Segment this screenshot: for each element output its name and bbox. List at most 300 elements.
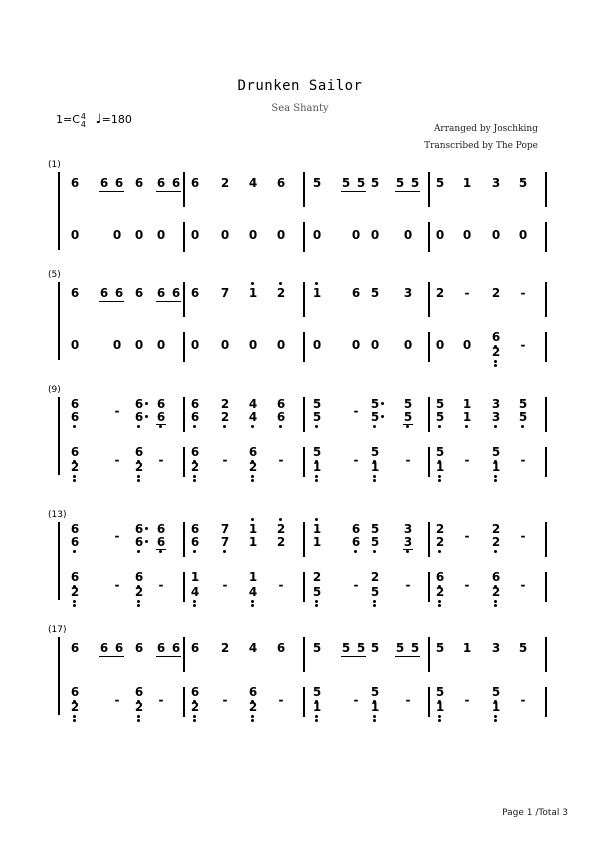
jianpu-note: [515, 453, 531, 467]
note-digit: 6: [190, 286, 200, 300]
jianpu-note: [217, 641, 233, 655]
octave-dot-below: [251, 604, 254, 607]
note-digit: 1: [190, 570, 200, 584]
note-digit: 3: [403, 522, 413, 536]
jianpu-note: [432, 445, 448, 459]
jianpu-note: [153, 641, 169, 655]
jianpu-note: [153, 286, 169, 300]
jianpu-note: [245, 460, 261, 474]
octave-dot-below: [494, 550, 497, 553]
octave-dot-below: [438, 604, 441, 607]
jianpu-note: [400, 535, 416, 549]
jianpu-note: [131, 585, 147, 599]
note-digit: 2: [277, 286, 285, 300]
octave-dot-below: [315, 425, 318, 428]
note-digit: -: [353, 404, 359, 418]
bar-line: [303, 397, 305, 432]
bar-line: [303, 447, 305, 477]
octave-dot-below: [73, 479, 76, 482]
jianpu-note: [400, 397, 416, 411]
note-digit: -: [520, 286, 526, 300]
bar-line: [545, 687, 547, 717]
octave-dot-below: [373, 719, 376, 722]
jianpu-note: [187, 176, 203, 190]
jianpu-note: [309, 585, 325, 599]
jianpu-note: [67, 286, 83, 300]
tempo-value: =180: [101, 113, 132, 126]
bar-line: [303, 572, 305, 602]
jianpu-note: [488, 228, 504, 242]
jianpu-note: [407, 641, 423, 655]
note-digit: -: [278, 453, 284, 467]
note-digit: 6: [71, 570, 79, 584]
note-digit: -: [222, 453, 228, 467]
octave-dot-below: [373, 600, 376, 603]
note-digit: 3: [491, 397, 501, 411]
jianpu-note: [309, 176, 325, 190]
note-digit: 6: [276, 176, 286, 190]
note-digit: 5: [410, 641, 420, 655]
jianpu-note: [488, 410, 504, 424]
jianpu-note: [217, 228, 233, 242]
jianpu-note: [187, 410, 203, 424]
jianpu-note: [459, 641, 475, 655]
note-digit: 2: [221, 410, 229, 424]
note-digit: 6: [134, 641, 144, 655]
note-digit: -: [222, 693, 228, 707]
octave-dot-below: [406, 425, 409, 428]
note-digit: 0: [403, 228, 413, 242]
jianpu-note: [273, 641, 289, 655]
note-digit: -: [278, 578, 284, 592]
bar-line: [183, 572, 185, 602]
octave-dot-above: [251, 518, 254, 521]
note-digit: -: [405, 453, 411, 467]
jianpu-note: [109, 578, 125, 592]
jianpu-note: [187, 460, 203, 474]
note-digit: 6: [99, 286, 109, 300]
octave-dot-below: [251, 475, 254, 478]
system-line: [58, 522, 60, 600]
octave-dot-below: [193, 719, 196, 722]
jianpu-note: [67, 535, 83, 549]
note-digit: 5: [356, 176, 366, 190]
bar-line: [303, 222, 305, 252]
octave-dot-below: [73, 550, 76, 553]
octave-dot-below: [193, 550, 196, 553]
jianpu-note: [187, 228, 203, 242]
transcriber-credit: Transcribed by The Pope: [424, 141, 538, 151]
jianpu-note: [67, 685, 83, 699]
octave-dot-below: [73, 719, 76, 722]
note-digit: 0: [462, 228, 472, 242]
jianpu-note: [515, 228, 531, 242]
note-digit: 0: [220, 228, 230, 242]
jianpu-note: [187, 641, 203, 655]
jianpu-note: [67, 228, 83, 242]
bar-line: [428, 687, 430, 717]
note-digit: 6: [191, 685, 199, 699]
note-digit: 5: [371, 535, 379, 549]
jianpu-note: [131, 685, 147, 699]
bar-line: [428, 522, 430, 557]
jianpu-note: [488, 445, 504, 459]
jianpu-note: [432, 522, 448, 536]
note-digit: -: [353, 578, 359, 592]
note-digit: 5: [435, 176, 445, 190]
jianpu-note: [459, 286, 475, 300]
jianpu-note: [400, 228, 416, 242]
jianpu-note: [273, 228, 289, 242]
jianpu-note: [367, 286, 383, 300]
note-digit: 3: [491, 641, 501, 655]
octave-dot-below: [521, 425, 524, 428]
note-digit: 6: [71, 410, 79, 424]
bar-line: [303, 522, 305, 557]
note-digit: 2: [436, 585, 444, 599]
jianpu-note: [273, 397, 289, 411]
note-digit: 0: [248, 338, 258, 352]
note-digit: 6: [135, 445, 143, 459]
note-digit: 0: [112, 228, 122, 242]
jianpu-note: [187, 700, 203, 714]
jianpu-note: [109, 529, 125, 543]
jianpu-note: [400, 693, 416, 707]
note-digit: 1: [249, 286, 257, 300]
jianpu-note: [432, 685, 448, 699]
octave-dot-below: [438, 550, 441, 553]
octave-dot-below: [73, 425, 76, 428]
jianpu-note: [309, 286, 325, 300]
note-digit: -: [405, 693, 411, 707]
note-digit: 0: [370, 338, 380, 352]
jianpu-note: [488, 397, 504, 411]
note-digit: 6: [135, 535, 143, 549]
note-digit: 5: [518, 176, 528, 190]
jianpu-note: [245, 338, 261, 352]
jianpu-note: [217, 176, 233, 190]
note-digit: 0: [156, 338, 166, 352]
jianpu-note: [273, 522, 289, 536]
jianpu-note: [245, 641, 261, 655]
note-digit: 5: [436, 410, 444, 424]
octave-dot-below: [438, 425, 441, 428]
note-digit: 0: [112, 338, 122, 352]
jianpu-note: [488, 330, 504, 344]
jianpu-note: [309, 410, 325, 424]
note-digit: 0: [190, 228, 200, 242]
jianpu-note: [348, 338, 364, 352]
note-digit: 5: [312, 397, 322, 411]
jianpu-note: [432, 397, 448, 411]
jianpu-note: [245, 445, 261, 459]
note-digit: -: [353, 693, 359, 707]
octave-dot-below: [315, 604, 318, 607]
note-digit: 5: [371, 397, 379, 411]
jianpu-note: [153, 453, 169, 467]
note-digit: 6: [70, 397, 80, 411]
jianpu-note: [432, 585, 448, 599]
jianpu-note: [515, 176, 531, 190]
jianpu-note: [367, 522, 383, 536]
note-digit: 2: [491, 522, 501, 536]
jianpu-note: [109, 338, 125, 352]
note-digit: 2: [249, 700, 257, 714]
jianpu-note: [131, 410, 147, 424]
note-digit: 0: [435, 338, 445, 352]
octave-dot-above: [279, 518, 282, 521]
note-digit: 1: [463, 410, 471, 424]
octave-dot-below: [223, 425, 226, 428]
bar-line: [545, 282, 547, 317]
jianpu-note: [338, 641, 354, 655]
jianpu-note: [488, 685, 504, 699]
jianpu-note: [187, 338, 203, 352]
octave-dot-below: [251, 600, 254, 603]
jianpu-note: [217, 338, 233, 352]
note-digit: 5: [341, 176, 351, 190]
note-digit: 5: [313, 445, 321, 459]
jianpu-note: [432, 338, 448, 352]
jianpu-note: [67, 410, 83, 424]
note-digit: 4: [248, 641, 258, 655]
jianpu-note: [217, 397, 233, 411]
note-digit: 5: [435, 397, 445, 411]
octave-dot-below: [465, 425, 468, 428]
eighth-underline: [403, 549, 413, 550]
eighth-underline: [99, 656, 124, 657]
jianpu-note: [488, 535, 504, 549]
jianpu-note: [367, 338, 383, 352]
note-digit: 1: [312, 535, 322, 549]
jianpu-note: [131, 338, 147, 352]
note-digit: 2: [220, 176, 230, 190]
note-digit: -: [520, 453, 526, 467]
system-number: (13): [48, 510, 67, 520]
score-system: [0, 385, 600, 495]
jianpu-note: [309, 641, 325, 655]
note-digit: 0: [351, 338, 361, 352]
note-digit: 5: [371, 445, 379, 459]
note-digit: 6: [191, 535, 199, 549]
jianpu-note: [245, 286, 261, 300]
octave-dot-below: [494, 475, 497, 478]
jianpu-note: [488, 286, 504, 300]
note-digit: -: [158, 578, 164, 592]
note-digit: 6: [156, 522, 166, 536]
jianpu-note: [187, 445, 203, 459]
bar-line: [545, 522, 547, 557]
bar-line: [545, 332, 547, 362]
octave-dot-below: [137, 475, 140, 478]
note-digit: 2: [135, 700, 143, 714]
note-digit: 6: [156, 641, 166, 655]
note-digit: 6: [436, 570, 444, 584]
jianpu-note: [515, 397, 531, 411]
octave-dot-below: [315, 719, 318, 722]
octave-dot-below: [193, 479, 196, 482]
jianpu-note: [96, 641, 112, 655]
jianpu-note: [217, 693, 233, 707]
note-digit: 1: [436, 700, 444, 714]
note-digit: 6: [492, 330, 500, 344]
jianpu-note: [515, 693, 531, 707]
system-line: [58, 397, 60, 475]
jianpu-note: [131, 286, 147, 300]
octave-dot-below: [438, 600, 441, 603]
jianpu-note: [367, 585, 383, 599]
jianpu-note: [407, 176, 423, 190]
octave-dot-below: [223, 550, 226, 553]
augmentation-dot: [145, 402, 148, 405]
jianpu-note: [109, 453, 125, 467]
jianpu-note: [367, 228, 383, 242]
note-digit: 6: [114, 286, 124, 300]
note-digit: 1: [436, 460, 444, 474]
jianpu-note: [348, 693, 364, 707]
note-digit: 7: [221, 535, 229, 549]
octave-dot-above: [279, 282, 282, 285]
jianpu-note: [432, 228, 448, 242]
jianpu-note: [67, 641, 83, 655]
note-digit: 0: [462, 338, 472, 352]
jianpu-note: [348, 404, 364, 418]
note-digit: 6: [114, 641, 124, 655]
note-digit: -: [353, 453, 359, 467]
jianpu-note: [348, 522, 364, 536]
note-digit: 5: [518, 641, 528, 655]
jianpu-note: [432, 700, 448, 714]
note-digit: -: [464, 453, 470, 467]
note-digit: 5: [519, 410, 527, 424]
jianpu-note: [367, 445, 383, 459]
jianpu-note: [67, 570, 83, 584]
jianpu-note: [309, 522, 325, 536]
jianpu-note: [153, 397, 169, 411]
jianpu-note: [187, 286, 203, 300]
jianpu-note: [131, 397, 147, 411]
octave-dot-below: [137, 425, 140, 428]
jianpu-note: [400, 410, 416, 424]
note-digit: 2: [491, 286, 501, 300]
note-digit: 2: [435, 286, 445, 300]
note-digit: 0: [491, 228, 501, 242]
jianpu-note: [131, 570, 147, 584]
note-digit: 1: [492, 460, 500, 474]
note-digit: -: [520, 578, 526, 592]
note-digit: 6: [71, 445, 79, 459]
bar-line: [183, 332, 185, 362]
key-tempo: [56, 112, 132, 129]
octave-dot-below: [315, 479, 318, 482]
note-digit: 2: [71, 585, 79, 599]
note-digit: 2: [135, 585, 143, 599]
note-digit: 5: [395, 176, 405, 190]
note-digit: 0: [370, 228, 380, 242]
octave-dot-below: [193, 604, 196, 607]
bar-line: [545, 397, 547, 432]
bar-line: [183, 522, 185, 557]
jianpu-note: [111, 176, 127, 190]
note-digit: 5: [436, 445, 444, 459]
note-digit: 2: [492, 585, 500, 599]
jianpu-note: [392, 176, 408, 190]
jianpu-note: [96, 286, 112, 300]
jianpu-note: [217, 410, 233, 424]
note-digit: 3: [492, 410, 500, 424]
jianpu-note: [392, 641, 408, 655]
note-digit: 4: [191, 585, 199, 599]
jianpu-note: [367, 535, 383, 549]
jianpu-note: [309, 445, 325, 459]
note-digit: 2: [492, 345, 500, 359]
note-digit: 0: [220, 338, 230, 352]
eighth-underline: [403, 424, 413, 425]
bar-line: [303, 687, 305, 717]
note-digit: 6: [352, 535, 360, 549]
jianpu-note: [348, 453, 364, 467]
octave-dot-below: [406, 550, 409, 553]
jianpu-note: [131, 700, 147, 714]
note-digit: 5: [341, 641, 351, 655]
bar-line: [428, 447, 430, 477]
note-digit: 5: [435, 641, 445, 655]
note-digit: 1: [313, 700, 321, 714]
jianpu-note: [459, 529, 475, 543]
note-digit: 5: [395, 641, 405, 655]
jianpu-note: [109, 404, 125, 418]
octave-dot-below: [279, 425, 282, 428]
note-digit: -: [520, 693, 526, 707]
note-digit: -: [114, 404, 120, 418]
note-digit: 5: [403, 397, 413, 411]
note-digit: 4: [248, 397, 258, 411]
note-digit: 6: [70, 286, 80, 300]
note-digit: 6: [70, 176, 80, 190]
key-signature: 1=C: [56, 113, 80, 126]
note-digit: 4: [249, 585, 257, 599]
jianpu-note: [367, 570, 383, 584]
bar-line: [303, 332, 305, 362]
time-signature: 4 4: [80, 112, 86, 129]
jianpu-note: [432, 570, 448, 584]
note-digit: 1: [371, 700, 379, 714]
jianpu-note: [348, 578, 364, 592]
note-digit: 2: [276, 535, 286, 549]
jianpu-note: [187, 397, 203, 411]
note-digit: 6: [171, 286, 181, 300]
note-digit: 6: [99, 176, 109, 190]
eighth-underline: [156, 191, 181, 192]
note-digit: 2: [435, 522, 445, 536]
jianpu-note: [400, 338, 416, 352]
octave-dot-below: [137, 715, 140, 718]
bar-line: [428, 332, 430, 362]
jianpu-note: [488, 345, 504, 359]
octave-dot-below: [494, 715, 497, 718]
augmentation-dot: [381, 402, 384, 405]
octave-dot-below: [373, 479, 376, 482]
bar-line: [183, 687, 185, 717]
note-digit: 6: [70, 522, 80, 536]
note-digit: 1: [462, 641, 472, 655]
note-digit: -: [464, 286, 470, 300]
jianpu-note: [217, 535, 233, 549]
jianpu-note: [309, 700, 325, 714]
note-digit: 2: [71, 700, 79, 714]
note-digit: 2: [220, 397, 230, 411]
octave-dot-below: [315, 475, 318, 478]
